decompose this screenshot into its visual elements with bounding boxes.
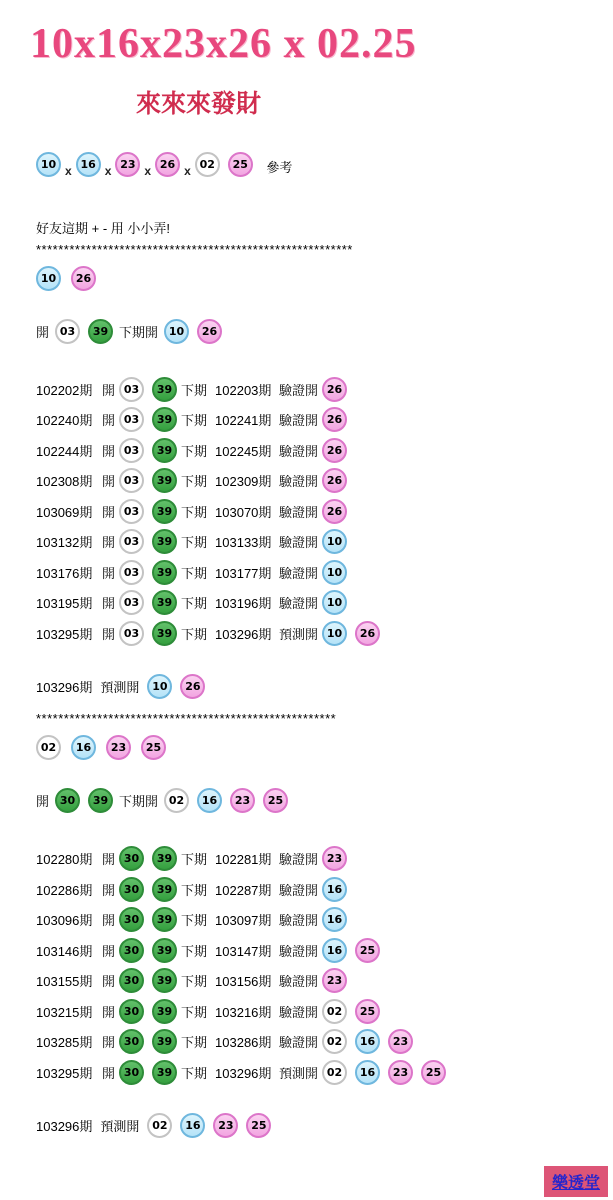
lottery-ball-25: 25 [141, 735, 166, 760]
lottery-ball-03: 03 [55, 319, 80, 344]
history-row [36, 526, 613, 557]
next-open-label: 下期開 [119, 794, 159, 810]
period-label: 103215期 [36, 1004, 93, 1020]
lottery-ball-39: 39 [152, 529, 177, 554]
verify-label: 驗證開 [279, 974, 319, 990]
multiply-separator: x [65, 163, 72, 178]
verify-label: 驗證開 [279, 504, 319, 520]
lottery-ball-10: 10 [36, 152, 61, 177]
open-ball-group [115, 1060, 181, 1085]
next-label: 下期 [181, 443, 208, 459]
predict-label: 預測開 [100, 680, 140, 696]
next-period-label: 103133期 [215, 535, 272, 551]
lottery-ball-03: 03 [119, 560, 144, 585]
result-ball-group [318, 938, 384, 963]
lottery-ball-26: 26 [322, 407, 347, 432]
history-row [36, 935, 613, 966]
result-ball-group [318, 999, 384, 1024]
reference-ball-group [36, 156, 257, 178]
open-ball-group [115, 877, 181, 902]
open-label: 開 [102, 974, 116, 990]
result-ball-group [160, 319, 226, 344]
verify-label: 驗證開 [279, 596, 319, 612]
open-label: 開 [102, 1004, 116, 1020]
reference-ball-row [36, 152, 613, 178]
open-ball-group [115, 621, 181, 646]
period-label: 103296期 [36, 1119, 93, 1135]
history-row [36, 587, 613, 618]
lottery-ball-16: 16 [197, 788, 222, 813]
lottery-ball-39: 39 [152, 499, 177, 524]
result-ball-group [160, 788, 292, 813]
lottery-ball-39: 39 [152, 999, 177, 1024]
page-subtitle: 來來來發財 [136, 91, 262, 118]
next-label: 下期 [181, 626, 208, 642]
result-ball-group [318, 1029, 417, 1054]
prediction-ball-group [143, 674, 209, 699]
lottery-ball-39: 39 [152, 468, 177, 493]
lottery-ball-23: 23 [106, 735, 131, 760]
next-label: 下期 [181, 882, 208, 898]
lottery-ball-39: 39 [152, 407, 177, 432]
lottery-ball-10: 10 [36, 266, 61, 291]
lottery-ball-39: 39 [88, 788, 113, 813]
period-label: 103285期 [36, 1035, 93, 1051]
lottery-ball-39: 39 [152, 1060, 177, 1085]
multiply-separator: x [184, 163, 191, 178]
period-label: 102308期 [36, 474, 93, 490]
lottery-ball-23: 23 [115, 152, 140, 177]
lottery-ball-30: 30 [119, 938, 144, 963]
lottery-ball-26: 26 [322, 377, 347, 402]
result-ball-group [318, 560, 351, 585]
open-label: 開 [102, 882, 116, 898]
history-row [36, 404, 613, 435]
history-row [36, 843, 613, 874]
period-label: 103295期 [36, 626, 93, 642]
target-ball-group [36, 739, 176, 754]
history-row [36, 904, 613, 935]
period-label: 103176期 [36, 565, 93, 581]
lottery-ball-39: 39 [152, 590, 177, 615]
next-label: 下期 [181, 413, 208, 429]
history-row [36, 965, 613, 996]
lottery-ball-26: 26 [322, 499, 347, 524]
verify-label: 驗證開 [279, 1004, 319, 1020]
lottery-ball-10: 10 [322, 560, 347, 585]
lottery-ball-03: 03 [119, 499, 144, 524]
history-row [36, 996, 613, 1027]
lottery-ball-30: 30 [119, 968, 144, 993]
open-ball-group [115, 499, 181, 524]
open-label: 開 [102, 535, 116, 551]
lottery-ball-26: 26 [155, 152, 180, 177]
lottery-ball-30: 30 [119, 846, 144, 871]
next-period-label: 102203期 [215, 382, 272, 398]
verify-label: 預測開 [279, 1065, 319, 1081]
verify-label: 驗證開 [279, 535, 319, 551]
open-label: 開 [102, 565, 116, 581]
next-label: 下期 [181, 504, 208, 520]
prediction-row [36, 1113, 613, 1138]
next-period-label: 102309期 [215, 474, 272, 490]
lottery-ball-25: 25 [263, 788, 288, 813]
open-label: 開 [102, 413, 116, 429]
lottery-ball-16: 16 [71, 735, 96, 760]
result-ball-group [318, 407, 351, 432]
result-ball-group [318, 499, 351, 524]
open-label: 開 [102, 382, 116, 398]
next-label: 下期 [181, 1065, 208, 1081]
next-label: 下期 [181, 565, 208, 581]
lottery-ball-03: 03 [119, 621, 144, 646]
open-label: 開 [102, 474, 116, 490]
next-period-label: 102281期 [215, 852, 272, 868]
predict-label: 預測開 [100, 1119, 140, 1135]
lottery-ball-30: 30 [119, 877, 144, 902]
lottery-ball-10: 10 [322, 590, 347, 615]
open-label: 開 [102, 504, 116, 520]
verify-label: 預測開 [279, 626, 319, 642]
lottery-ball-23: 23 [388, 1060, 413, 1085]
result-ball-group [318, 438, 351, 463]
lottery-ball-30: 30 [119, 907, 144, 932]
result-ball-group [318, 377, 351, 402]
lottery-ball-03: 03 [119, 438, 144, 463]
lottery-ball-03: 03 [119, 590, 144, 615]
next-label: 下期 [181, 382, 208, 398]
open-ball-group [115, 438, 181, 463]
lottery-ball-39: 39 [152, 907, 177, 932]
open-label: 開 [102, 626, 116, 642]
lottery-ball-39: 39 [152, 968, 177, 993]
history-row [36, 435, 613, 466]
next-period-label: 103296期 [215, 1065, 272, 1081]
lottery-ball-02: 02 [164, 788, 189, 813]
lottery-ball-39: 39 [152, 877, 177, 902]
verify-label: 驗證開 [279, 474, 319, 490]
period-label: 103069期 [36, 504, 93, 520]
pattern-row [36, 319, 613, 344]
lottery-ball-26: 26 [355, 621, 380, 646]
verify-label: 驗證開 [279, 565, 319, 581]
history-table [36, 843, 613, 1087]
verify-label: 驗證開 [279, 943, 319, 959]
lottery-ball-39: 39 [152, 846, 177, 871]
next-label: 下期 [181, 596, 208, 612]
history-table [36, 374, 613, 649]
prediction-ball-group [143, 1113, 275, 1138]
next-label: 下期 [181, 974, 208, 990]
lotto-hall-link[interactable]: 樂透堂 [551, 1175, 600, 1192]
open-label: 開 [102, 943, 116, 959]
open-ball-group [115, 999, 181, 1024]
open-label: 開 [102, 1035, 116, 1051]
next-period-label: 103070期 [215, 504, 272, 520]
lottery-ball-23: 23 [388, 1029, 413, 1054]
period-label: 102202期 [36, 382, 93, 398]
result-ball-group [318, 968, 351, 993]
verify-label: 驗證開 [279, 413, 319, 429]
next-period-label: 103286期 [215, 1035, 272, 1051]
next-label: 下期 [181, 913, 208, 929]
period-label: 103146期 [36, 943, 93, 959]
lottery-ball-30: 30 [119, 999, 144, 1024]
lottery-ball-30: 30 [119, 1029, 144, 1054]
lottery-ball-16: 16 [355, 1029, 380, 1054]
lottery-ball-25: 25 [355, 999, 380, 1024]
history-row [36, 374, 613, 405]
open-label: 開 [36, 794, 50, 810]
target-ball-row [36, 266, 613, 291]
next-label: 下期 [181, 852, 208, 868]
lottery-ball-39: 39 [152, 438, 177, 463]
multiply-separator: x [104, 163, 112, 178]
period-label: 103155期 [36, 974, 93, 990]
result-ball-group [318, 621, 384, 646]
period-label: 102286期 [36, 882, 93, 898]
open-label: 開 [36, 324, 50, 340]
open-label: 開 [102, 1065, 116, 1081]
period-label: 103096期 [36, 913, 93, 929]
lottery-ball-02: 02 [147, 1113, 172, 1138]
result-ball-group [318, 1060, 450, 1085]
lottery-ball-39: 39 [152, 377, 177, 402]
lottery-ball-26: 26 [197, 319, 222, 344]
verify-label: 驗證開 [279, 882, 319, 898]
period-label: 103132期 [36, 535, 93, 551]
history-row [36, 465, 613, 496]
lottery-ball-39: 39 [88, 319, 113, 344]
lottery-ball-03: 03 [119, 529, 144, 554]
stars-divider: ********************************************************* [36, 241, 353, 257]
history-row [36, 1026, 613, 1057]
period-label: 103195期 [36, 596, 93, 612]
lottery-ball-25: 25 [228, 152, 253, 177]
lottery-ball-16: 16 [355, 1060, 380, 1085]
lottery-ball-02: 02 [322, 1029, 347, 1054]
verify-label: 驗證開 [279, 852, 319, 868]
section-1 [36, 242, 613, 700]
lottery-ball-23: 23 [322, 968, 347, 993]
lottery-ball-02: 02 [195, 152, 220, 177]
lottery-ball-02: 02 [322, 1060, 347, 1085]
lottery-ball-25: 25 [355, 938, 380, 963]
open-label: 開 [102, 913, 116, 929]
lottery-ball-16: 16 [76, 152, 101, 177]
lottery-ball-23: 23 [322, 846, 347, 871]
lottery-ball-39: 39 [152, 938, 177, 963]
next-period-label: 102241期 [215, 413, 272, 429]
lotto-hall-badge [544, 1166, 608, 1197]
lottery-ball-10: 10 [322, 529, 347, 554]
multiply-separator: x [144, 163, 152, 178]
result-ball-group [318, 468, 351, 493]
open-ball-group [115, 590, 181, 615]
pattern-row [36, 788, 613, 813]
open-ball-group [115, 907, 181, 932]
next-label: 下期 [181, 474, 208, 490]
lottery-ball-16: 16 [180, 1113, 205, 1138]
lottery-ball-10: 10 [164, 319, 189, 344]
period-label: 102244期 [36, 443, 93, 459]
verify-label: 驗證開 [279, 913, 319, 929]
open-ball-group [115, 407, 181, 432]
lottery-ball-25: 25 [246, 1113, 271, 1138]
verify-label: 驗證開 [279, 382, 319, 398]
lottery-ball-16: 16 [322, 907, 347, 932]
verify-label: 驗證開 [279, 443, 319, 459]
open-ball-group [115, 846, 181, 871]
open-label: 開 [102, 852, 116, 868]
reference-label: 參考 [266, 159, 293, 175]
lottery-ball-26: 26 [71, 266, 96, 291]
next-period-label: 103216期 [215, 1004, 272, 1020]
next-open-label: 下期開 [119, 324, 159, 340]
open-ball-group [115, 468, 181, 493]
next-label: 下期 [181, 535, 208, 551]
result-ball-group [318, 529, 351, 554]
open-ball-group [51, 319, 117, 344]
lottery-ball-30: 30 [119, 1060, 144, 1085]
open-label: 開 [102, 443, 116, 459]
lottery-ball-10: 10 [322, 621, 347, 646]
lottery-ball-03: 03 [119, 377, 144, 402]
verify-label: 驗證開 [279, 1035, 319, 1051]
open-ball-group [115, 968, 181, 993]
result-ball-group [318, 846, 351, 871]
result-ball-group [318, 907, 351, 932]
lottery-ball-02: 02 [36, 735, 61, 760]
open-ball-group [115, 529, 181, 554]
lottery-ball-39: 39 [152, 560, 177, 585]
history-row [36, 557, 613, 588]
period-label: 103295期 [36, 1065, 93, 1081]
next-period-label: 103196期 [215, 596, 272, 612]
result-ball-group [318, 590, 351, 615]
history-row [36, 1057, 613, 1088]
target-ball-row [36, 735, 613, 760]
lottery-ball-26: 26 [322, 438, 347, 463]
result-ball-group [318, 877, 351, 902]
next-period-label: 103177期 [215, 565, 272, 581]
next-label: 下期 [181, 1035, 208, 1051]
next-period-label: 102245期 [215, 443, 272, 459]
page-title: 10x16x23x26 x 02.25 [30, 21, 417, 67]
lottery-ball-16: 16 [322, 938, 347, 963]
period-label: 102240期 [36, 413, 93, 429]
period-label: 102280期 [36, 852, 93, 868]
history-row [36, 618, 613, 649]
open-label: 開 [102, 596, 116, 612]
history-row [36, 874, 613, 905]
next-period-label: 103156期 [215, 974, 272, 990]
target-ball-group [36, 270, 106, 285]
next-label: 下期 [181, 1004, 208, 1020]
lottery-ball-39: 39 [152, 621, 177, 646]
note-text: 好友這期 + - 用 小小弄! [36, 220, 170, 236]
period-label: 103296期 [36, 680, 93, 696]
lottery-ball-26: 26 [180, 674, 205, 699]
next-period-label: 102287期 [215, 882, 272, 898]
page [0, 20, 613, 1138]
lottery-ball-39: 39 [152, 1029, 177, 1054]
prediction-row [36, 674, 613, 699]
open-ball-group [51, 788, 117, 813]
section-2 [36, 711, 613, 1138]
lottery-ball-02: 02 [322, 999, 347, 1024]
next-period-label: 103147期 [215, 943, 272, 959]
lottery-ball-16: 16 [322, 877, 347, 902]
lottery-ball-30: 30 [55, 788, 80, 813]
lottery-ball-26: 26 [322, 468, 347, 493]
next-label: 下期 [181, 943, 208, 959]
next-period-label: 103097期 [215, 913, 272, 929]
stars-divider: ****************************************************** [36, 711, 337, 727]
lottery-ball-03: 03 [119, 407, 144, 432]
open-ball-group [115, 377, 181, 402]
next-period-label: 103296期 [215, 626, 272, 642]
lottery-ball-03: 03 [119, 468, 144, 493]
lottery-ball-23: 23 [230, 788, 255, 813]
history-row [36, 496, 613, 527]
open-ball-group [115, 938, 181, 963]
lottery-ball-10: 10 [147, 674, 172, 699]
lottery-ball-25: 25 [421, 1060, 446, 1085]
lottery-ball-23: 23 [213, 1113, 238, 1138]
open-ball-group [115, 560, 181, 585]
open-ball-group [115, 1029, 181, 1054]
